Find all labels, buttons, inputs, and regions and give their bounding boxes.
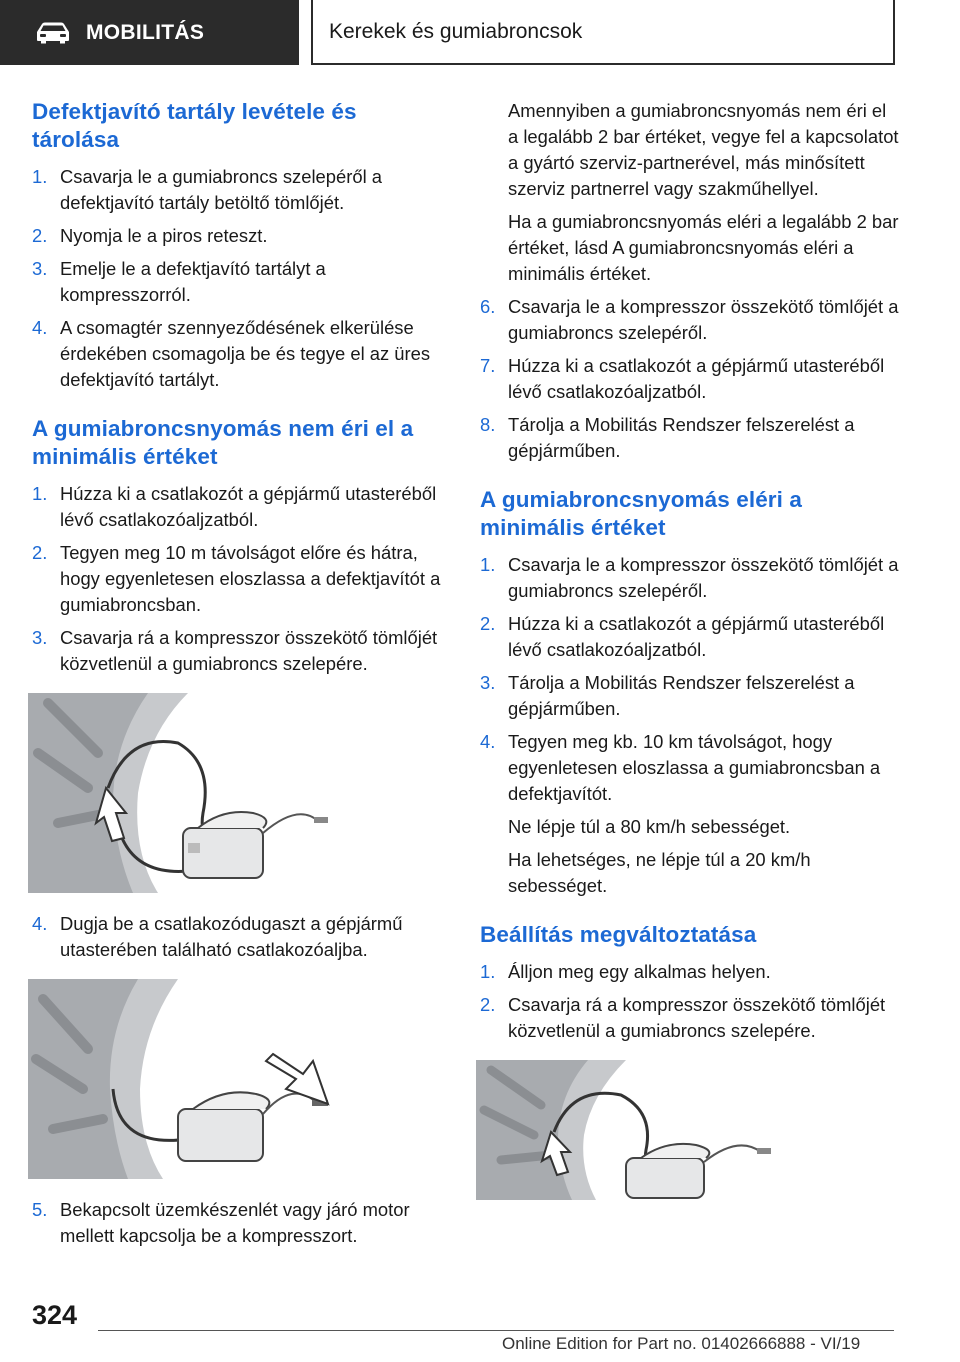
step-text: Csavarja rá a kompresszor összekötő tömlőjét közvetlenül a gumiabroncs szelepére. <box>508 994 886 1041</box>
chapter-title: Kerekek és gumiabroncsok <box>329 19 583 43</box>
note-pressure-reached: Ha a gumiabroncsnyomás eléri a legalább 2 bar értéket, lásd A gumiabroncsnyomás eléri a minimális értéket. <box>508 211 899 284</box>
chapter-tab <box>311 0 895 65</box>
step-number: 3. <box>480 672 496 693</box>
heading-pressure-low: A gumiabroncsnyomás nem éri el a minimális értéket <box>32 416 414 469</box>
step-text: Dugja be a csatlakozódugaszt a gépjármű utasterében található csatlakozóaljba. <box>60 913 403 960</box>
step-item <box>32 256 450 308</box>
step-text: Csavarja rá a kompresszor összekötő tömlőjét közvetlenül a gumiabroncs szelepére. <box>60 627 438 674</box>
step-number: 7. <box>480 355 496 376</box>
note-pressure-below: Amennyiben a gumiabroncsnyomás nem éri el a legalább 2 bar értéket, vegye fel a kapcsolatot a gyártó szerviz-partnerével, más minősített szerviz partnerrel vagy szakműhellyel. <box>508 100 899 199</box>
step-item <box>480 729 900 807</box>
heading-adjust-setting: Beállítás megváltoztatása <box>480 922 757 947</box>
step-item <box>480 353 900 405</box>
heading-pressure-ok: A gumiabroncsnyomás eléri a minimális értéket <box>480 487 802 540</box>
step-number: 5. <box>32 1199 48 1220</box>
note-speed-20: Ha lehetséges, ne lépje túl a 20 km/h sebességet. <box>508 849 811 896</box>
step-number: 8. <box>480 414 496 435</box>
step-text: Tárolja a Mobilitás Rendszer felszerelést a gépjárműben. <box>508 414 855 461</box>
step-item <box>32 481 450 533</box>
step-start-compressor <box>32 1197 450 1249</box>
section-header <box>0 0 299 65</box>
step-item <box>480 611 900 663</box>
section-title: MOBILITÁS <box>86 20 205 44</box>
step-number: 3. <box>32 627 48 648</box>
step-text: Emelje le a defektjavító tartályt a kompresszorról. <box>60 258 326 305</box>
step-item <box>32 164 450 216</box>
step-text: Bekapcsolt üzemkészenlét vagy járó motor mellett kapcsolja be a kompresszort. <box>60 1199 410 1246</box>
step-item <box>480 992 900 1044</box>
steps-pressure-ok <box>480 552 900 807</box>
step-text: A csomagtér szennyeződésének elkerülése érdekében csomagolja be és tegye el az üres defektjavító tartályt. <box>60 317 431 390</box>
step-number: 1. <box>480 554 496 575</box>
step-number: 4. <box>32 913 48 934</box>
step-item <box>480 959 900 985</box>
step-number: 4. <box>32 317 48 338</box>
step-text: Csavarja le a kompresszor összekötő tömlőjét a gumiabroncs szelepéről. <box>508 554 899 601</box>
step-item <box>32 540 450 618</box>
step-number: 2. <box>480 613 496 634</box>
footer-edition: Online Edition for Part no. 01402666888 - VI/19 <box>502 1334 861 1353</box>
step-text: Nyomja le a piros reteszt. <box>60 225 268 246</box>
steps-adjust-setting <box>480 959 900 1044</box>
illustration-hose-on-valve-2 <box>476 1060 776 1200</box>
step-number: 3. <box>32 258 48 279</box>
step-number: 2. <box>32 542 48 563</box>
note-speed-80: Ne lépje túl a 80 km/h sebességet. <box>508 816 791 837</box>
step-number: 2. <box>32 225 48 246</box>
illustration-plug-connector <box>28 979 338 1179</box>
steps-pressure-low <box>32 481 450 677</box>
car-icon <box>34 21 72 45</box>
step-item <box>32 911 450 963</box>
step-item <box>32 315 450 393</box>
steps-continue <box>480 294 900 464</box>
step-text: Tárolja a Mobilitás Rendszer felszerelést a gépjárműben. <box>508 672 855 719</box>
step-number: 1. <box>32 166 48 187</box>
right-column <box>480 98 900 1218</box>
page-number: 324 <box>32 1300 78 1330</box>
step-text: Tegyen meg kb. 10 km távolságot, hogy egyenletesen eloszlassa a gumiabroncsban a defektjavítót. <box>508 731 881 804</box>
step-text: Tegyen meg 10 m távolságot előre és hátra, hogy egyenletesen eloszlassa a defektjavítót a gumiabroncsban. <box>60 542 441 615</box>
step-item <box>480 412 900 464</box>
step-text: Húzza ki a csatlakozót a gépjármű utasteréből lévő csatlakozóaljzatból. <box>60 483 437 530</box>
step-plug-in <box>32 911 450 963</box>
illustration-hose-on-valve <box>28 693 338 893</box>
step-number: 2. <box>480 994 496 1015</box>
heading-remove-container: Defektjavító tartály levétele és tárolása <box>32 99 357 152</box>
step-item <box>480 670 900 722</box>
step-item <box>480 294 900 346</box>
step-text: Húzza ki a csatlakozót a gépjármű utasteréből lévő csatlakozóaljzatból. <box>508 613 885 660</box>
step-number: 6. <box>480 296 496 317</box>
steps-remove-container <box>32 164 450 393</box>
step-text: Húzza ki a csatlakozót a gépjármű utasteréből lévő csatlakozóaljzatból. <box>508 355 885 402</box>
step-text: Álljon meg egy alkalmas helyen. <box>508 961 771 982</box>
step-item <box>32 223 450 249</box>
footer-rule <box>98 1330 894 1331</box>
step-number: 4. <box>480 731 496 752</box>
step-text: Csavarja le a kompresszor összekötő tömlőjét a gumiabroncs szelepéről. <box>508 296 899 343</box>
step-item <box>480 552 900 604</box>
step-item <box>32 625 450 677</box>
step-item <box>32 1197 450 1249</box>
left-column <box>32 98 450 1256</box>
step-number: 1. <box>480 961 496 982</box>
step-text: Csavarja le a gumiabroncs szelepéről a defektjavító tartály betöltő tömlőjét. <box>60 166 382 213</box>
step-number: 1. <box>32 483 48 504</box>
